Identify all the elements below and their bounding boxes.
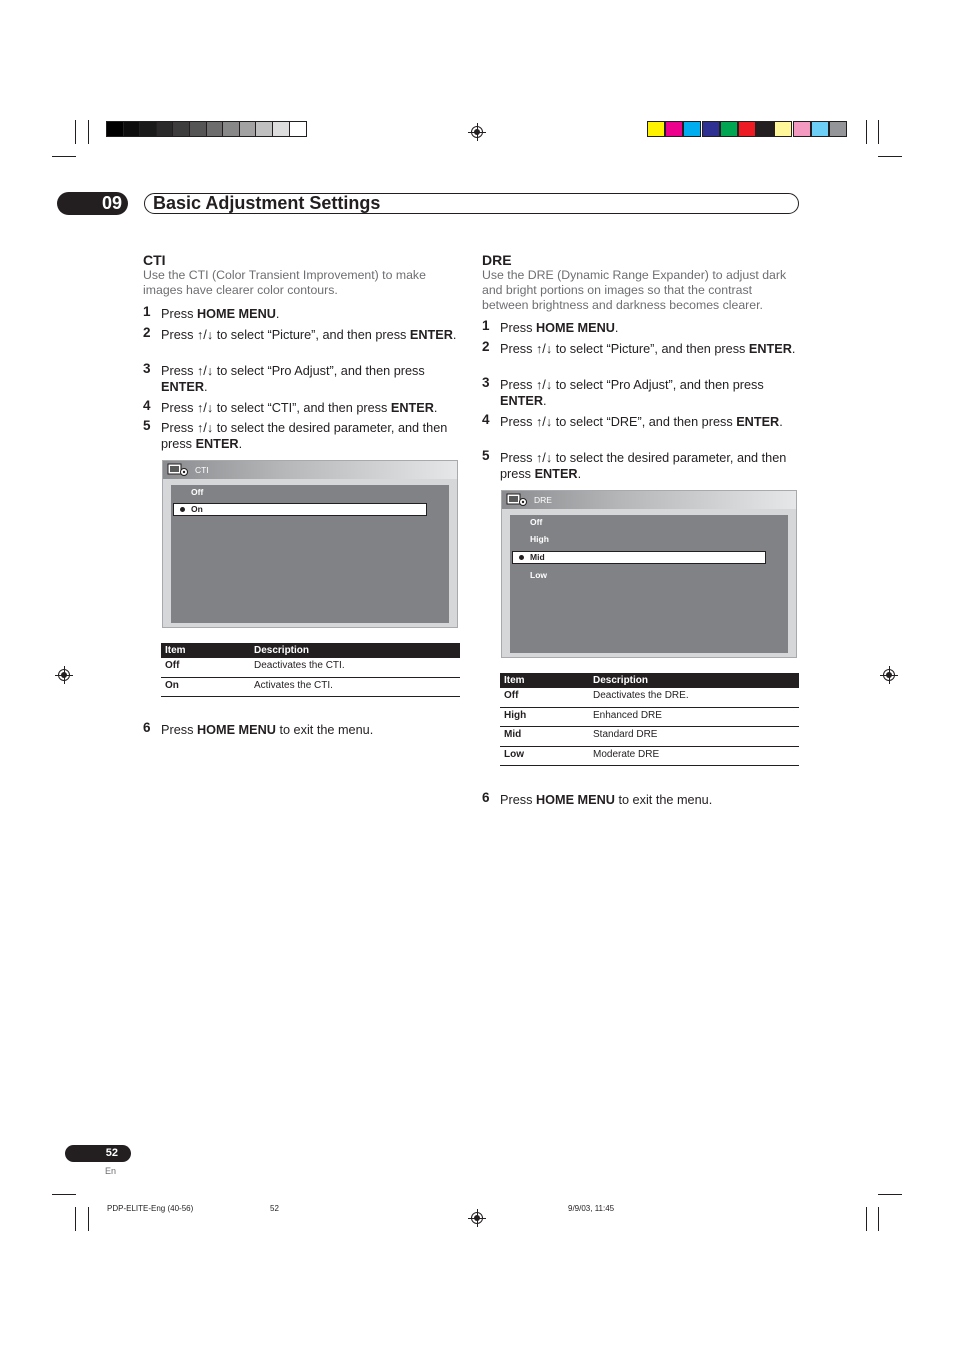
color-swatch (665, 121, 683, 137)
step-text (161, 400, 461, 416)
table-header-description: Description (593, 675, 649, 686)
registration-mark-icon (468, 123, 486, 141)
table-cell-description: Enhanced DRE (593, 709, 662, 721)
table-cell-item: On (165, 679, 179, 691)
color-swatch (738, 121, 756, 137)
section-intro-cti: Use the CTI (Color Transient Improvement) to make images have clearer color contours. (143, 268, 426, 297)
table-row (500, 747, 799, 767)
step-number: 2 (482, 339, 490, 354)
step-text (500, 320, 800, 336)
table-row (161, 678, 460, 698)
step-instruction-end: . (614, 321, 619, 335)
table-row (500, 708, 799, 728)
table-header (500, 673, 799, 688)
color-swatch (239, 121, 257, 137)
color-swatch (289, 121, 307, 137)
selected-bullet-icon (519, 555, 524, 560)
color-swatch (683, 121, 701, 137)
page-number: 52 (65, 1145, 131, 1162)
crop-mark (88, 1207, 89, 1231)
remote-key-name: ENTER (195, 437, 239, 451)
osd-option-mid: Mid (530, 552, 545, 562)
remote-key-name: ENTER (161, 380, 204, 394)
color-swatch (793, 121, 811, 137)
color-swatch (222, 121, 240, 137)
osd-header (502, 491, 796, 509)
color-swatch (702, 121, 720, 137)
table-row (161, 658, 460, 678)
table-header (161, 643, 460, 658)
step-instruction: Press ↑/↓ to select “DRE”, and then press (500, 415, 737, 429)
table-header-description: Description (254, 645, 310, 656)
crop-mark (866, 120, 867, 144)
step-text (161, 722, 461, 738)
color-swatch (206, 121, 224, 137)
remote-key-name: HOME MENU (196, 307, 276, 321)
chapter-title: Basic Adjustment Settings (153, 193, 381, 213)
osd-option-low[interactable]: Low (530, 570, 547, 580)
print-page-number: 52 (270, 1204, 279, 1213)
step-text (161, 420, 461, 452)
chapter-number: 09 (57, 192, 128, 215)
step-instruction-end: . (452, 328, 457, 342)
remote-key-name: HOME MENU (196, 723, 276, 737)
remote-key-name: ENTER (736, 415, 780, 429)
crop-mark (866, 1207, 867, 1231)
step-number: 1 (143, 304, 151, 319)
osd-option-panel (171, 485, 449, 623)
table-cell-description: Activates the CTI. (254, 679, 333, 691)
table-cell-description: Deactivates the DRE. (593, 690, 689, 701)
table-cell-item: Low (504, 748, 524, 760)
table-cell-item: Off (165, 660, 180, 671)
table-cell-item: Off (504, 690, 519, 701)
step-instruction: Press (161, 307, 197, 321)
remote-key-name: ENTER (500, 394, 543, 408)
color-swatch (106, 121, 124, 137)
step-instruction: Press ↑/↓ to select “Pro Adjust”, and then press (500, 378, 764, 392)
table-header-item: Item (504, 675, 525, 686)
color-swatch (156, 121, 174, 137)
step-number: 1 (482, 318, 490, 333)
table-cell-item: High (504, 709, 527, 721)
color-swatch (123, 121, 141, 137)
selected-bullet-icon (180, 507, 185, 512)
crop-mark (88, 120, 89, 144)
section-title-cti: CTI (143, 252, 166, 268)
color-swatch (811, 121, 829, 137)
step-instruction-end: . (275, 307, 280, 321)
step-instruction: Press ↑/↓ to select “Pro Adjust”, and then press (161, 364, 425, 378)
step-text (500, 341, 800, 357)
step-number: 3 (482, 375, 490, 390)
step-number: 2 (143, 325, 151, 340)
registration-mark-icon (880, 666, 898, 684)
step-number: 6 (143, 720, 151, 735)
section-title-dre: DRE (482, 252, 512, 268)
table-cell-description: Moderate DRE (593, 748, 660, 760)
color-swatch (829, 121, 847, 137)
crop-mark (52, 156, 76, 157)
table-cell-description: Deactivates the CTI. (254, 660, 345, 671)
osd-option-off[interactable]: Off (530, 517, 543, 527)
step-instruction: Press ↑/↓ to select “Picture”, and then press (500, 342, 749, 356)
crop-mark (878, 156, 902, 157)
remote-key-name: ENTER (409, 328, 453, 342)
crop-mark (75, 1207, 76, 1231)
osd-option-panel (510, 515, 788, 653)
remote-key-name: ENTER (748, 342, 792, 356)
step-instruction: Press ↑/↓ to select the desired parameter, and then press (500, 451, 787, 481)
step-instruction: Press ↑/↓ to select the desired parameter, and then press (161, 421, 448, 451)
color-swatch (720, 121, 738, 137)
remote-key-name: ENTER (534, 467, 578, 481)
osd-menu-cti (162, 460, 458, 628)
step-number: 4 (482, 412, 490, 427)
osd-menu-dre (501, 490, 797, 658)
step-instruction: Press ↑/↓ to select “CTI”, and then press (161, 401, 391, 415)
remote-key-name: HOME MENU (535, 793, 615, 807)
osd-option-high[interactable]: High (530, 534, 549, 544)
osd-option-on: On (191, 504, 203, 514)
print-file-name: PDP-ELITE-Eng (40-56) (107, 1204, 194, 1213)
registration-mark-icon (468, 1209, 486, 1227)
crop-mark (52, 1194, 76, 1195)
step-text (500, 792, 800, 808)
color-swatch (189, 121, 207, 137)
section-intro-dre: Use the DRE (Dynamic Range Expander) to adjust dark and bright portions on images so that the contrast between brightness and darkness becomes clearer. (482, 268, 787, 312)
step-text (161, 363, 461, 395)
step-instruction-end: . (791, 342, 796, 356)
step-instruction-end: to exit the menu. (275, 723, 374, 737)
color-swatch (172, 121, 190, 137)
step-instruction-end: . (433, 401, 438, 415)
remote-key-name: HOME MENU (535, 321, 615, 335)
page-language: En (105, 1166, 117, 1176)
crop-mark (878, 1207, 879, 1231)
table-row (500, 727, 799, 747)
step-instruction: Press (500, 321, 536, 335)
color-swatch (756, 121, 774, 137)
crop-mark (75, 120, 76, 144)
parameter-table-cti (161, 643, 460, 697)
osd-header (163, 461, 457, 479)
table-header-item: Item (165, 645, 186, 656)
color-swatch (255, 121, 273, 137)
picture-settings-icon (506, 493, 528, 507)
step-instruction: Press ↑/↓ to select “Picture”, and then press (161, 328, 410, 342)
step-instruction-end: . (577, 467, 582, 481)
step-number: 5 (143, 418, 151, 433)
registration-mark-icon (55, 666, 73, 684)
step-instruction-end: . (543, 394, 547, 408)
table-row (500, 688, 799, 708)
step-instruction-end: . (779, 415, 783, 429)
parameter-table-dre (500, 673, 799, 766)
color-swatch (647, 121, 665, 137)
osd-option-off[interactable]: Off (191, 487, 204, 497)
step-instruction-end: . (204, 380, 208, 394)
step-number: 6 (482, 790, 490, 805)
print-date: 9/9/03, 11:45 (568, 1204, 615, 1213)
osd-title: DRE (534, 495, 552, 505)
step-instruction-end: . (238, 437, 243, 451)
color-swatch (139, 121, 157, 137)
step-number: 5 (482, 448, 490, 463)
step-text (161, 327, 461, 343)
step-number: 3 (143, 361, 151, 376)
picture-settings-icon (167, 463, 189, 477)
color-swatch (272, 121, 290, 137)
step-instruction-end: to exit the menu. (614, 793, 713, 807)
step-text (500, 450, 800, 482)
step-text (500, 377, 800, 409)
crop-mark (878, 120, 879, 144)
step-text (161, 306, 461, 322)
color-swatch (774, 121, 792, 137)
remote-key-name: ENTER (390, 401, 434, 415)
table-cell-description: Standard DRE (593, 729, 658, 740)
table-cell-item: Mid (504, 729, 522, 740)
osd-title: CTI (195, 465, 209, 475)
step-instruction: Press (161, 723, 197, 737)
crop-mark (878, 1194, 902, 1195)
osd-option-selected[interactable] (173, 503, 427, 516)
step-text (500, 414, 800, 430)
step-number: 4 (143, 398, 151, 413)
osd-option-selected[interactable] (512, 551, 766, 564)
step-instruction: Press (500, 793, 536, 807)
